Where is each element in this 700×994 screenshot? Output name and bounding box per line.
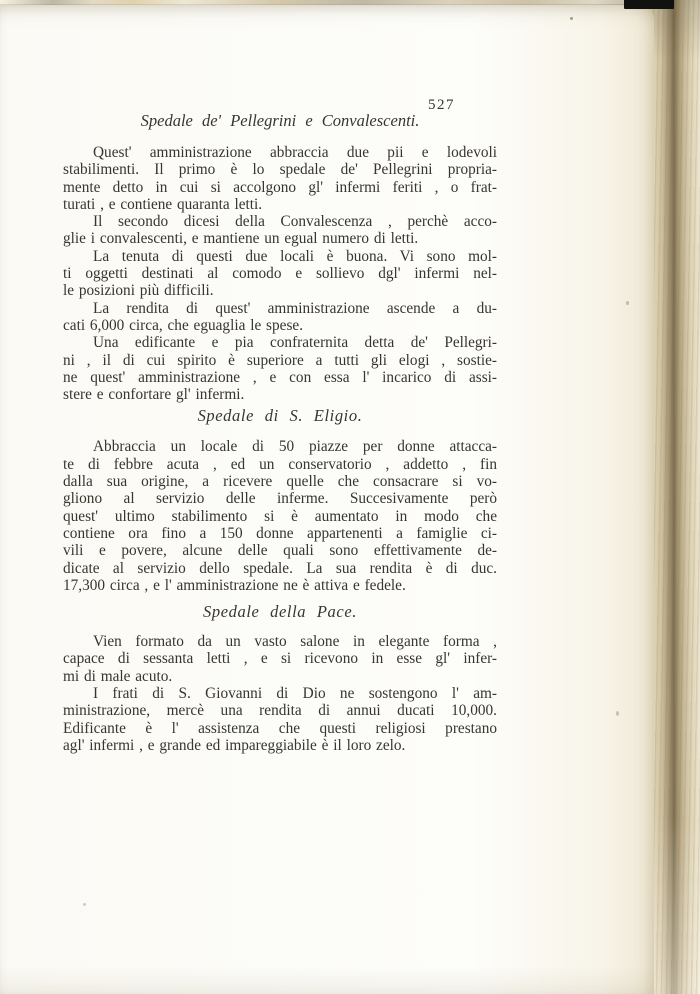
text-line: stere e confortare gl' infermi. [63,386,245,404]
text-line: ne quest' amministrazione , e con essa l' incarico di assi- [63,368,497,386]
text-line: glie i convalescenti, e mantiene un egual numero di letti. [63,230,419,248]
scan-artifact-black-bar [624,0,674,9]
page-text [63,144,497,754]
text-line: stabilimenti. Il primo è lo spedale de' Pellegrini propria- [63,161,497,179]
text-line: gliono al servizio delle inferme. Succesivamente però [63,490,497,508]
text-line: capace di sessanta letti , e si ricevono in esse gl' infer- [63,650,497,668]
section-heading: Spedale di S. Eligio. [197,406,363,426]
text-line: agl' infermi , e grande ed impareggiabile è il loro zelo. [63,736,406,754]
ink-speck [616,711,619,716]
text-line: ministrazione, mercè una rendita di annui ducati 10,000. [63,702,497,720]
text-line: Vien formato da un vasto salone in elegante forma , [93,633,497,651]
text-line: mi di male acuto. [63,667,173,685]
text-line: mente detto in cui si accolgono gl' infermi feriti , o frat- [63,178,497,196]
text-line: La tenuta di questi due locali è buona. Vi sono mol- [93,247,497,265]
text-line: ti oggetti destinati al comodo e sollievo dgl' infermi nel- [63,265,497,283]
text-line: Una edificante e pia confraternita detta de' Pellegri- [93,334,497,352]
page-number: 527 [428,97,455,113]
ink-speck [83,903,86,906]
text-line: le posizioni più difficili. [63,282,214,300]
ink-speck [570,17,573,20]
text-line: Il secondo dicesi della Convalescenza , perchè acco- [93,213,497,231]
text-line: Quest' amministrazione abbraccia due pii e lodevoli [93,144,497,161]
text-line: contiene ora fino a 150 donne appartenenti a famiglie ci- [63,524,497,542]
text-line: dicate al servizio dello spedale. La sua rendita è di duc. [63,559,497,577]
text-line: La rendita di quest' amministrazione ascende a du- [93,299,497,317]
text-line: vili e povere, alcune delle quali sono effettivamente de- [63,542,497,560]
section-heading: Spedale della Pace. [203,602,357,622]
text-line: cati 6,000 circa, che eguaglia le spese. [63,316,304,334]
text-line: te di febbre acuta , ed un conservatorio , addetto , fin [63,455,497,473]
book-page-paper [0,4,654,994]
running-title: Spedale de' Pellegrini e Convalescenti. [140,111,420,130]
scan-top-edge [0,0,660,5]
text-line: Edificante è l' assistenza che questi religiosi prestano [63,719,497,737]
text-line: turati , e contiene quaranta letti. [63,195,263,213]
text-line: dalla sua origine, a ricevere quelle che consacrare si vo- [63,473,497,491]
text-line: ni , il di cui spirito è superiore a tutti gli elogi , sostie- [63,351,497,369]
text-line: 17,300 circa , e l' amministrazione ne è attiva e fedele. [63,576,406,594]
text-line: quest' ultimo stabilimento si è aumentato in modo che [63,507,497,525]
text-line: I frati di S. Giovanni di Dio ne sostengono l' am- [93,685,497,703]
text-line: Abbraccia un locale di 50 piazze per donne attacca- [93,438,497,456]
ink-speck [626,301,629,305]
